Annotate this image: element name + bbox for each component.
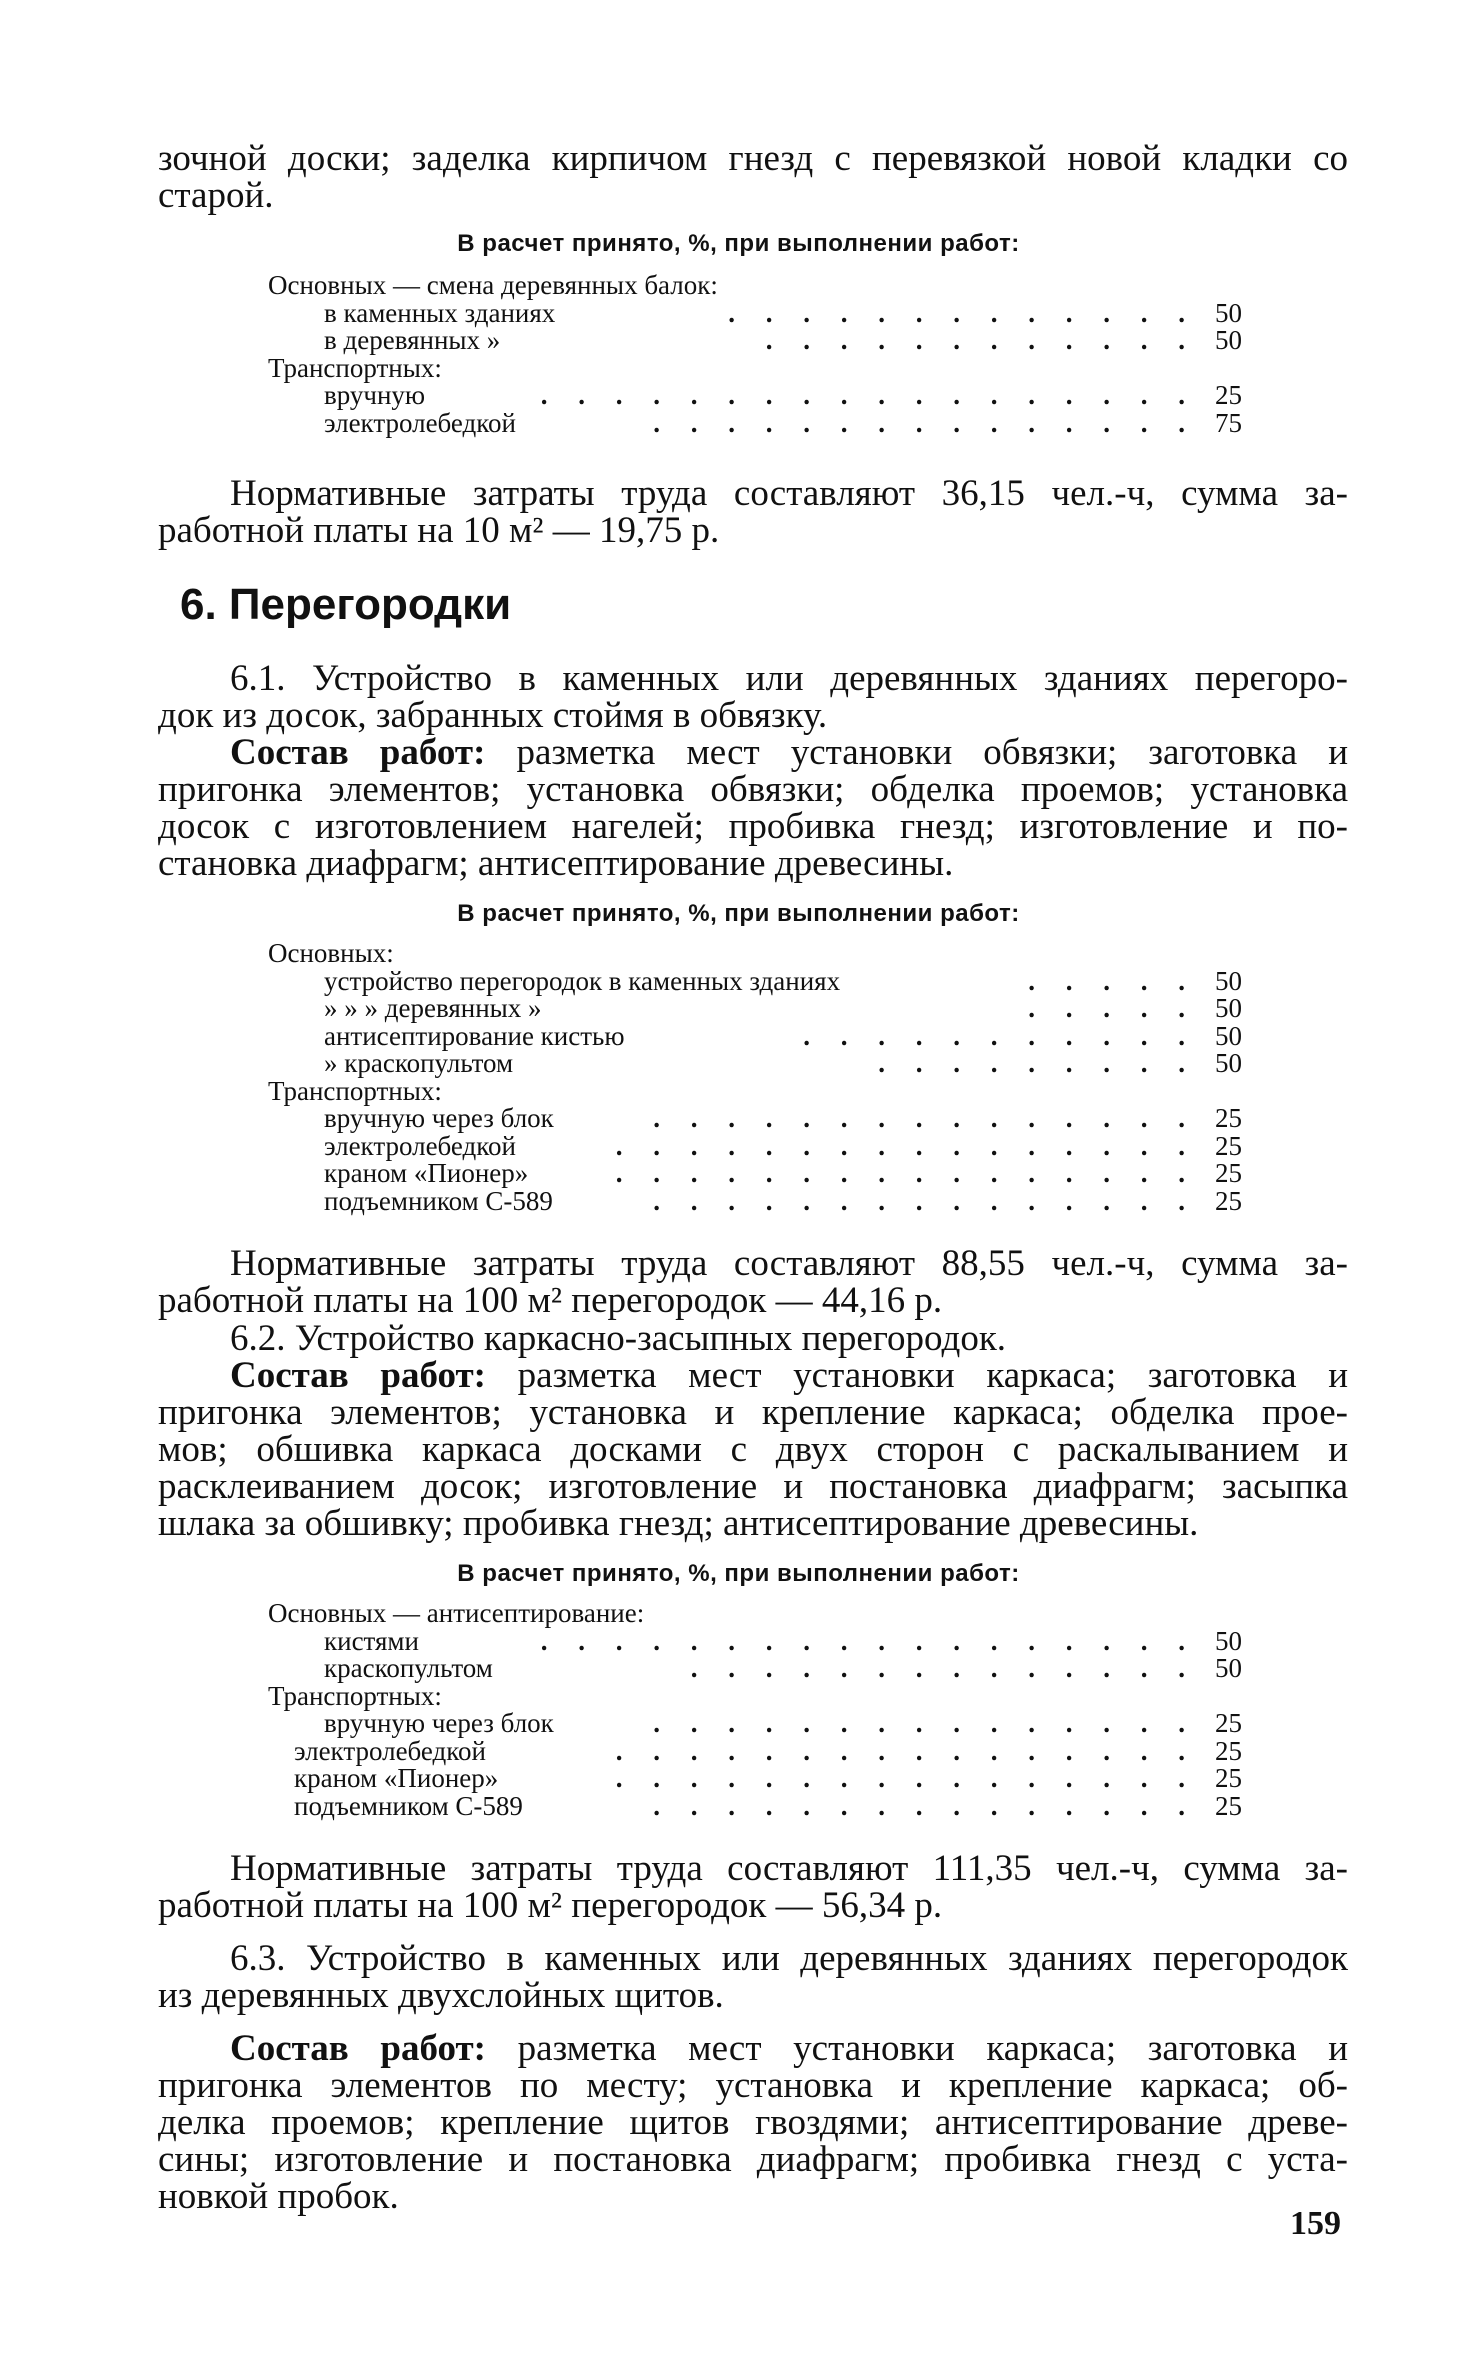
accepted-header-2: В расчет принято, %, при выполнении работ:	[457, 900, 1020, 927]
accepted-header-1: В расчет принято, %, при выполнении работ:	[457, 230, 1020, 257]
paragraph-top: зочной доски; заделка кирпичом гнезд с перевязкой новой кладки со старой.	[158, 138, 1348, 216]
table-3: Основных — антисептирование: кистями . . . . . . . . . . . . . . . . . . 50 краскопультом . . . . . . . . . . . . . . 50 Транспортных: вручную через блок . . . . . . . . . . . . . . . 25 электролебедкой . . . . . . . . . . . . . . . . 25 краном «Пионер» . . . . . . . . . . . . . . . . 25 подъемником С-589 . . . . . . . . . . . . . . . 25	[268, 1598, 1242, 1821]
paragraph-6-2: 6.2. Устройство каркасно-засыпных перегородок.	[230, 1318, 1007, 1359]
composition-6-3: Состав работ: разметка мест установки каркаса; заготовка и пригонка элементов по месту; установка и крепление каркаса; об- делка проемов; крепление щитов гвоздями; антисептирование древе- сины; изготовление и постановка диафрагм; пробивка гнезд с уста- новкой пробок.	[158, 2028, 1348, 2217]
norm-paragraph-1: Нормативные затраты труда составляют 36,15 чел.-ч, сумма за- работной платы на 10 м² — 19,75 р.	[158, 473, 1348, 551]
table-group-main: Основных — смена деревянных балок:	[268, 270, 718, 300]
paragraph-6-3: 6.3. Устройство в каменных или деревянных зданиях перегородок из деревянных двухслойных щитов.	[158, 1938, 1348, 2016]
table-1: Основных — смена деревянных балок: в каменных зданиях . . . . . . . . . . . . . 50 в деревянных » . . . . . . . . . . . . 50 Транспортных: вручную . . . . . . . . . . . . . . . . . . 25 электролебедкой . . . . . . . . . . . . . . . 75	[268, 270, 1242, 438]
composition-6-1: Состав работ: разметка мест установки обвязки; заготовка и пригонка элементов; установка обвязки; обделка проемов; установка досок с изготовлением нагелей; пробивка гнезд; изготовление и по- становка диафрагм; антисептирование древесины.	[158, 732, 1348, 884]
table-group-transport: Транспортных:	[268, 352, 442, 383]
table-2: Основных: устройство перегородок в каменных зданиях . . . . . 50 » » » деревянных » . . . . . 50 антисептирование кистью . . . . . . . . . . . 50 » краскопультом . . . . . . . . . 50 Транспортных: вручную через блок . . . . . . . . . . . . . . . 25 электролебедкой . . . . . . . . . . . . . . . . 25 краном «Пионер» . . . . . . . . . . . . . . . . 25 подъемником С-589 . . . . . . . . . . . . . . . 25	[268, 938, 1242, 1216]
norm-paragraph-3: Нормативные затраты труда составляют 111,35 чел.-ч, сумма за- работной платы на 100 м² перегородок — 56,34 р.	[158, 1848, 1348, 1926]
accepted-header-3: В расчет принято, %, при выполнении работ:	[457, 1560, 1020, 1587]
norm-paragraph-2: Нормативные затраты труда составляют 88,55 чел.-ч, сумма за- работной платы на 100 м² перегородок — 44,16 р.	[158, 1243, 1348, 1321]
section-title: 6. Перегородки	[180, 580, 512, 629]
paragraph-6-1: 6.1. Устройство в каменных или деревянных зданиях перегоро- док из досок, забранных стоймя в обвязку.	[158, 658, 1348, 736]
page-number: 159	[1290, 2205, 1341, 2242]
composition-6-2: Состав работ: разметка мест установки каркаса; заготовка и пригонка элементов; установка и крепление каркаса; обделка прое- мов; обшивка каркаса досками с двух сторон с раскалыванием и расклеиванием досок; изготовление и постановка диафрагм; засыпка шлака за обшивку; пробивка гнезд; антисептирование древесины.	[158, 1355, 1348, 1544]
